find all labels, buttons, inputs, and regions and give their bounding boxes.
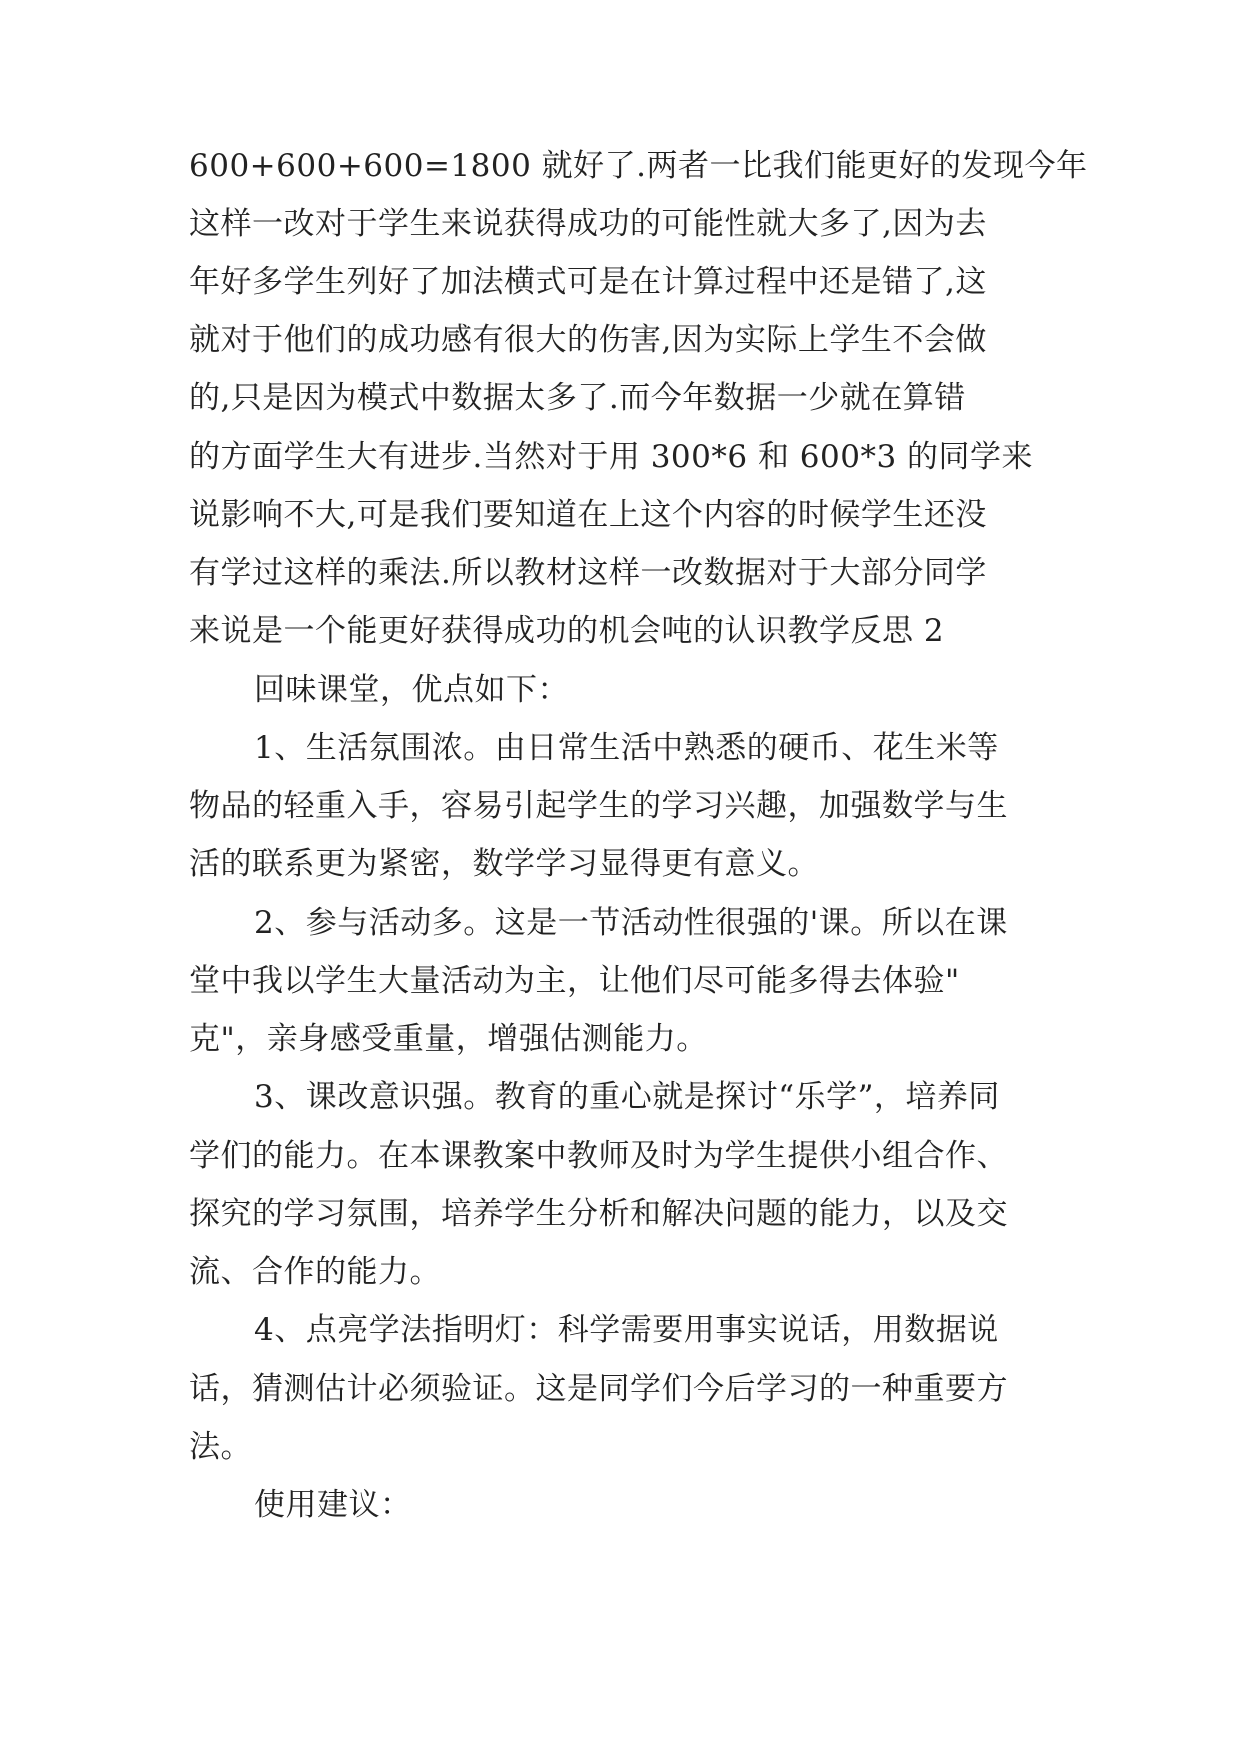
text-line: 这样一改对于学生来说获得成功的可能性就大多了,因为去 xyxy=(189,206,987,242)
text-line: 学们的能力。在本课教案中教师及时为学生提供小组合作、 xyxy=(189,1138,1008,1174)
text-line: 的,只是因为模式中数据太多了.而今年数据一少就在算错 xyxy=(189,380,966,416)
text-line: 话，猜测估计必须验证。这是同学们今后学习的一种重要方 xyxy=(189,1371,1008,1407)
text-line: 年好多学生列好了加法横式可是在计算过程中还是错了,这 xyxy=(189,264,987,300)
text-line: 探究的学习氛围，培养学生分析和解决问题的能力，以及交 xyxy=(189,1196,1008,1232)
text-line: 流、合作的能力。 xyxy=(189,1254,441,1290)
text-line: 说影响不大,可是我们要知道在上这个内容的时候学生还没 xyxy=(189,497,987,533)
text-line: 1、生活氛围浓。由日常生活中熟悉的硬币、花生米等 xyxy=(254,730,999,766)
text-line: 就对于他们的成功感有很大的伤害,因为实际上学生不会做 xyxy=(189,322,987,358)
text-line: 4、点亮学法指明灯：科学需要用事实说话，用数据说 xyxy=(254,1312,999,1348)
text-line: 法。 xyxy=(189,1429,252,1465)
text-line: 有学过这样的乘法.所以教材这样一改数据对于大部分同学 xyxy=(189,555,987,591)
section-heading: 回味课堂，优点如下： xyxy=(254,672,569,708)
text-line: 克"，亲身感受重量，增强估测能力。 xyxy=(189,1021,708,1057)
text-line: 600+600+600=1800 就好了.两者一比我们能更好的发现今年 xyxy=(189,148,1088,184)
text-line: 3、课改意识强。教育的重心就是探讨“乐学”，培养同 xyxy=(254,1079,1000,1115)
text-line: 物品的轻重入手，容易引起学生的学习兴趣，加强数学与生 xyxy=(189,788,1008,824)
text-line: 来说是一个能更好获得成功的机会吨的认识教学反思 2 xyxy=(189,613,945,649)
text-line: 的方面学生大有进步.当然对于用 300*6 和 600*3 的同学来 xyxy=(189,439,1034,475)
text-line: 2、参与活动多。这是一节活动性很强的'课。所以在课 xyxy=(254,905,1008,941)
section-heading: 使用建议： xyxy=(254,1487,412,1523)
text-line: 堂中我以学生大量活动为主，让他们尽可能多得去体验" xyxy=(189,963,960,999)
text-line: 活的联系更为紧密，数学学习显得更有意义。 xyxy=(189,846,819,882)
